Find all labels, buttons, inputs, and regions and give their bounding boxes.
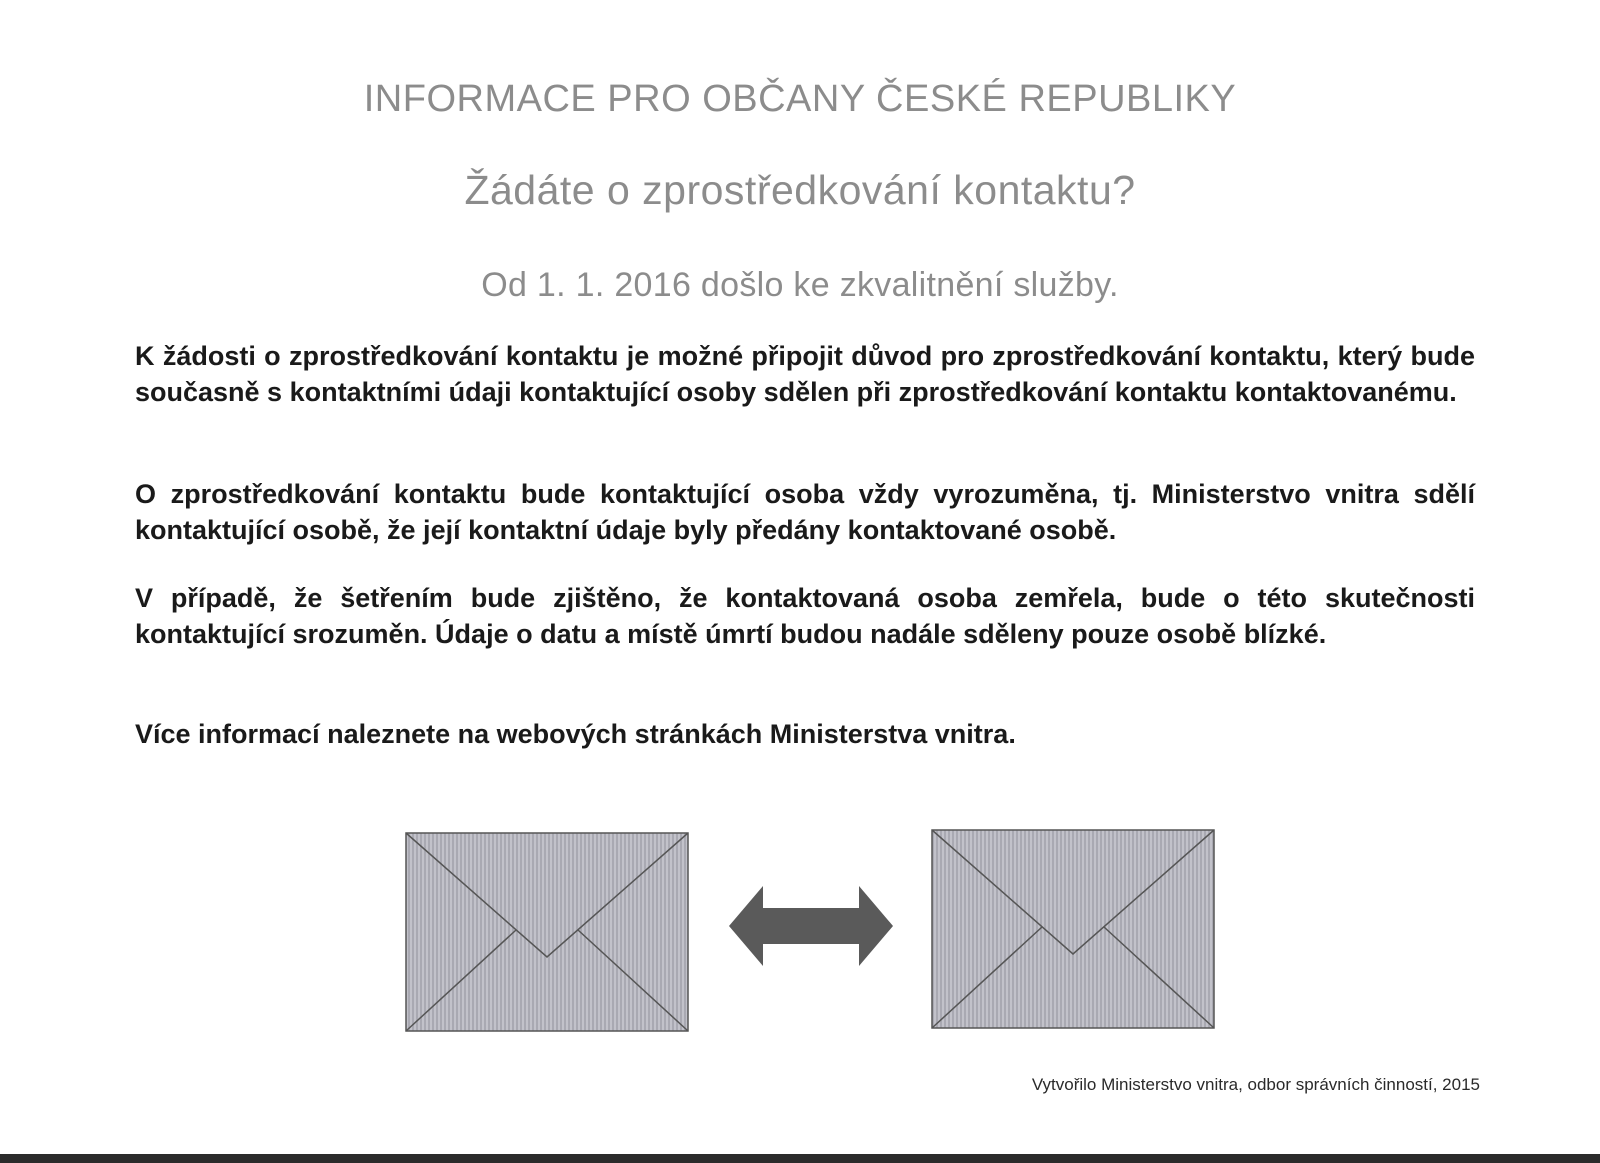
paragraph-notification: O zprostředkování kontaktu bude kontaktující osoba vždy vyrozuměna, tj. Ministerstvo vnitra sdělí kontaktující osobě, že její kontaktní údaje byly předány kontaktované osobě. — [135, 479, 1475, 545]
service-notice: Od 1. 1. 2016 došlo ke zkvalitnění služby. — [481, 266, 1119, 304]
paragraph-reason: K žádosti o zprostředkování kontaktu je možné připojit důvod pro zprostředkování kontaktu, který bude současně s kontaktními údaji kontaktující osoby sdělen při zprostředkování kontaktu kontaktovanému. — [135, 341, 1475, 407]
document-question: Žádáte o zprostředkování kontaktu? — [464, 167, 1136, 213]
envelope-icon — [932, 830, 1214, 1028]
bottom-border — [0, 1154, 1600, 1163]
envelope-icon — [406, 833, 688, 1031]
footer-credit: Vytvořilo Ministerstvo vnitra, odbor správních činností, 2015 — [1031, 1075, 1480, 1094]
double-arrow-icon — [729, 886, 893, 966]
document-title: INFORMACE PRO OBČANY ČESKÉ REPUBLIKY — [363, 78, 1237, 120]
paragraph-more-info: Více informací naleznete na webových stránkách Ministerstva vnitra. — [135, 719, 1016, 749]
paragraph-deceased: V případě, že šetřením bude zjištěno, že kontaktovaná osoba zemřela, bude o této skutečnosti kontaktující srozuměn. Údaje o datu a místě úmrtí budou nadále sděleny pouze osobě blízké. — [135, 583, 1475, 649]
